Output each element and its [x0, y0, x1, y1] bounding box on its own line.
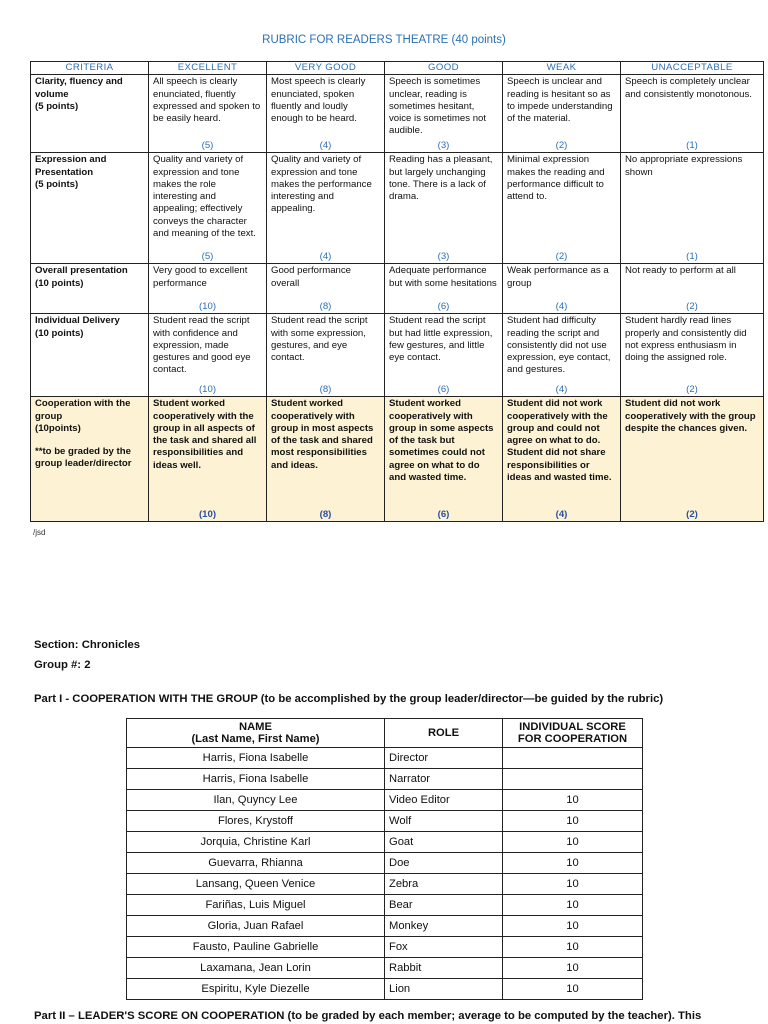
descriptor-text: Student had difficulty reading the script and consistently did not use expression, eye contact, and gestures.	[507, 315, 611, 376]
rubric-row	[31, 153, 764, 264]
score-value: (8)	[319, 509, 332, 521]
score-value: (4)	[555, 509, 568, 521]
criteria-note: **to be graded by the group leader/director	[35, 446, 132, 470]
criteria-name: Cooperation with the group	[35, 398, 131, 422]
rubric-cell	[149, 75, 267, 153]
rubric-cell	[621, 264, 764, 314]
section-line: Section: Chronicles	[34, 639, 141, 651]
rubric-header-weak: WEAK	[503, 62, 621, 75]
member-role: Lion	[385, 979, 503, 1000]
role-column-header: ROLE	[385, 719, 503, 748]
rubric-header-row	[31, 62, 764, 75]
name-column-header	[127, 719, 385, 748]
members-header-row	[127, 719, 643, 748]
group-line: Group #: 2	[34, 659, 91, 671]
member-score: 10	[503, 874, 643, 895]
member-name: Harris, Fiona Isabelle	[127, 769, 385, 790]
score-value: (6)	[437, 384, 450, 396]
member-role: Bear	[385, 895, 503, 916]
member-role: Doe	[385, 853, 503, 874]
rubric-cell	[503, 397, 621, 522]
descriptor-text: Speech is completely unclear and consistently monotonous.	[625, 76, 752, 100]
score-value: (2)	[686, 509, 698, 521]
member-score: 10	[503, 811, 643, 832]
member-name: Lansang, Queen Venice	[127, 874, 385, 895]
descriptor-text: Student did not work cooperatively with the group despite the chances given.	[625, 398, 756, 434]
descriptor-text: Student hardly read lines properly and consistently did not express enthusiasm in doing the assigned role.	[625, 315, 747, 364]
criteria-points: (10points)	[35, 422, 81, 434]
rubric-header-unacceptable: UNACCEPTABLE	[621, 62, 764, 75]
member-role: Director	[385, 748, 503, 769]
rubric-row	[31, 75, 764, 153]
score-value: (4)	[319, 251, 332, 263]
score-value: (6)	[437, 301, 450, 313]
score-header-line2: FOR COOPERATION	[517, 733, 628, 745]
score-value: (3)	[437, 140, 450, 152]
name-header-line2: (Last Name, First Name)	[191, 733, 320, 745]
member-row	[127, 958, 643, 979]
criteria-points: (10 points)	[35, 327, 84, 339]
rubric-cell	[503, 75, 621, 153]
score-value: (10)	[198, 301, 217, 313]
criteria-points: (10 points)	[35, 277, 84, 289]
descriptor-text: Student did not work cooperatively with the group and could not agree on what to do. Student did not share responsibilities or ideas and wasted time.	[507, 398, 612, 484]
score-value: (4)	[555, 384, 568, 396]
page-title: RUBRIC FOR READERS THEATRE (40 points)	[262, 34, 506, 46]
score-value: (2)	[686, 384, 698, 396]
rubric-cell	[149, 153, 267, 264]
score-value: (1)	[686, 251, 698, 263]
member-name: Gloria, Juan Rafael	[127, 916, 385, 937]
member-row	[127, 790, 643, 811]
member-row	[127, 916, 643, 937]
descriptor-text: Student worked cooperatively with the group in all aspects of the task and shared all responsibilities and ideas well.	[153, 398, 257, 471]
rubric-cell	[503, 153, 621, 264]
descriptor-text: Speech is sometimes unclear, reading is sometimes hesitant, voice is sometimes not audible.	[389, 76, 487, 137]
rubric-cell	[267, 75, 385, 153]
rubric-row	[31, 397, 764, 522]
rubric-cell	[267, 264, 385, 314]
rubric-cell	[385, 153, 503, 264]
criteria-cell	[31, 397, 149, 522]
score-value: (3)	[437, 251, 450, 263]
part1-heading: Part I - COOPERATION WITH THE GROUP (to be accomplished by the group leader/director—be guided by the rubric)	[34, 693, 664, 705]
descriptor-text: Reading has a pleasant, but largely unchanging tone. There is a lack of drama.	[389, 154, 493, 203]
criteria-name: Expression and Presentation	[35, 154, 107, 178]
member-row	[127, 769, 643, 790]
member-role: Goat	[385, 832, 503, 853]
member-score: 10	[503, 937, 643, 958]
rubric-cell	[149, 314, 267, 397]
criteria-name: Individual Delivery	[35, 315, 120, 327]
rubric-cell	[621, 75, 764, 153]
rubric-row	[31, 314, 764, 397]
member-score: 10	[503, 790, 643, 811]
member-row	[127, 874, 643, 895]
member-name: Jorquia, Christine Karl	[127, 832, 385, 853]
rubric-header-criteria: CRITERIA	[31, 62, 149, 75]
member-score: 10	[503, 916, 643, 937]
criteria-points: (5 points)	[35, 100, 79, 112]
descriptor-text: Student worked cooperatively with group in some aspects of the task but sometimes could not agree on what to do and wasted time.	[389, 398, 494, 484]
score-value: (10)	[198, 384, 217, 396]
score-value: (5)	[201, 140, 214, 152]
member-role: Rabbit	[385, 958, 503, 979]
descriptor-text: Student read the script but had little expression, few gestures, and little eye contact.	[389, 315, 493, 364]
rubric-table	[30, 61, 764, 522]
rubric-cell	[385, 314, 503, 397]
member-row	[127, 979, 643, 1000]
descriptor-text: Not ready to perform at all	[625, 265, 736, 277]
score-value: (8)	[319, 384, 332, 396]
member-name: Fariñas, Luis Miguel	[127, 895, 385, 916]
rubric-header-very-good: VERY GOOD	[267, 62, 385, 75]
score-value: (2)	[686, 301, 698, 313]
member-row	[127, 937, 643, 958]
rubric-header-excellent: EXCELLENT	[149, 62, 267, 75]
descriptor-text: Good performance overall	[271, 265, 351, 289]
name-header-line1: NAME	[239, 720, 272, 733]
rubric-cell	[149, 397, 267, 522]
initials: /jsd	[33, 528, 46, 537]
descriptor-text: Adequate performance but with some hesitations	[389, 265, 497, 289]
descriptor-text: Minimal expression makes the reading and performance difficult to attend to.	[507, 154, 605, 203]
criteria-name: Clarity, fluency and volume	[35, 76, 123, 100]
descriptor-text: Student worked cooperatively with group in most aspects of the task and shared most responsibilities and ideas.	[271, 398, 374, 471]
score-value: (4)	[319, 140, 332, 152]
criteria-cell	[31, 314, 149, 397]
descriptor-text: Weak performance as a group	[507, 265, 609, 289]
score-value: (10)	[198, 509, 217, 521]
rubric-cell	[503, 264, 621, 314]
member-name: Guevarra, Rhianna	[127, 853, 385, 874]
descriptor-text: Quality and variety of expression and tone makes the performance interesting and appealing.	[271, 154, 372, 215]
member-name: Espiritu, Kyle Diezelle	[127, 979, 385, 1000]
rubric-cell	[149, 264, 267, 314]
member-name: Harris, Fiona Isabelle	[127, 748, 385, 769]
member-score: 10	[503, 958, 643, 979]
rubric-cell	[503, 314, 621, 397]
rubric-row	[31, 264, 764, 314]
member-row	[127, 811, 643, 832]
member-score: 10	[503, 895, 643, 916]
member-row	[127, 748, 643, 769]
descriptor-text: Speech is unclear and reading is hesitant so as to impede understanding of the material.	[507, 76, 613, 125]
member-row	[127, 895, 643, 916]
criteria-name: Overall presentation	[35, 265, 128, 277]
criteria-cell	[31, 264, 149, 314]
member-score	[503, 769, 643, 790]
criteria-cell	[31, 75, 149, 153]
criteria-cell	[31, 153, 149, 264]
descriptor-text: All speech is clearly enunciated, fluently expressed and spoken to be easily heard.	[153, 76, 261, 125]
rubric-cell	[267, 153, 385, 264]
member-role: Fox	[385, 937, 503, 958]
descriptor-text: Student read the script with confidence and expression, made gestures and good eye contact.	[153, 315, 251, 376]
descriptor-text: Very good to excellent performance	[153, 265, 248, 289]
rubric-cell	[621, 397, 764, 522]
score-header-line1: INDIVIDUAL SCORE	[519, 720, 626, 733]
member-row	[127, 853, 643, 874]
members-table	[126, 718, 643, 1000]
descriptor-text: No appropriate expressions shown	[625, 154, 743, 178]
member-role: Zebra	[385, 874, 503, 895]
score-value: (1)	[686, 140, 698, 152]
member-score: 10	[503, 832, 643, 853]
score-value: (5)	[201, 251, 214, 263]
rubric-cell	[267, 397, 385, 522]
score-value: (2)	[555, 140, 568, 152]
member-score: 10	[503, 853, 643, 874]
descriptor-text: Student read the script with some expression, gestures, and eye contact.	[271, 315, 368, 364]
score-value: (6)	[437, 509, 450, 521]
member-role: Monkey	[385, 916, 503, 937]
score-value: (4)	[555, 301, 568, 313]
rubric-cell	[621, 314, 764, 397]
rubric-header-good: GOOD	[385, 62, 503, 75]
rubric-cell	[385, 75, 503, 153]
member-name: Laxamana, Jean Lorin	[127, 958, 385, 979]
member-score	[503, 748, 643, 769]
descriptor-text: Quality and variety of expression and tone makes the role interesting and appealing; effectively conveys the character and meaning of the text.	[153, 154, 256, 240]
member-role: Narrator	[385, 769, 503, 790]
rubric-cell	[621, 153, 764, 264]
part2-heading: Part II – LEADER'S SCORE ON COOPERATION (to be graded by each member; average to be computed by the teacher). This	[34, 1010, 702, 1022]
score-column-header	[503, 719, 643, 748]
member-name: Flores, Krystoff	[127, 811, 385, 832]
member-score: 10	[503, 979, 643, 1000]
member-role: Video Editor	[385, 790, 503, 811]
rubric-cell	[385, 264, 503, 314]
rubric-cell	[267, 314, 385, 397]
criteria-points: (5 points)	[35, 178, 79, 190]
descriptor-text: Most speech is clearly enunciated, spoken fluently and loudly enough to be heard.	[271, 76, 366, 125]
score-value: (2)	[555, 251, 568, 263]
member-name: Ilan, Quyncy Lee	[127, 790, 385, 811]
member-row	[127, 832, 643, 853]
member-role: Wolf	[385, 811, 503, 832]
score-value: (8)	[319, 301, 332, 313]
member-name: Fausto, Pauline Gabrielle	[127, 937, 385, 958]
rubric-cell	[385, 397, 503, 522]
